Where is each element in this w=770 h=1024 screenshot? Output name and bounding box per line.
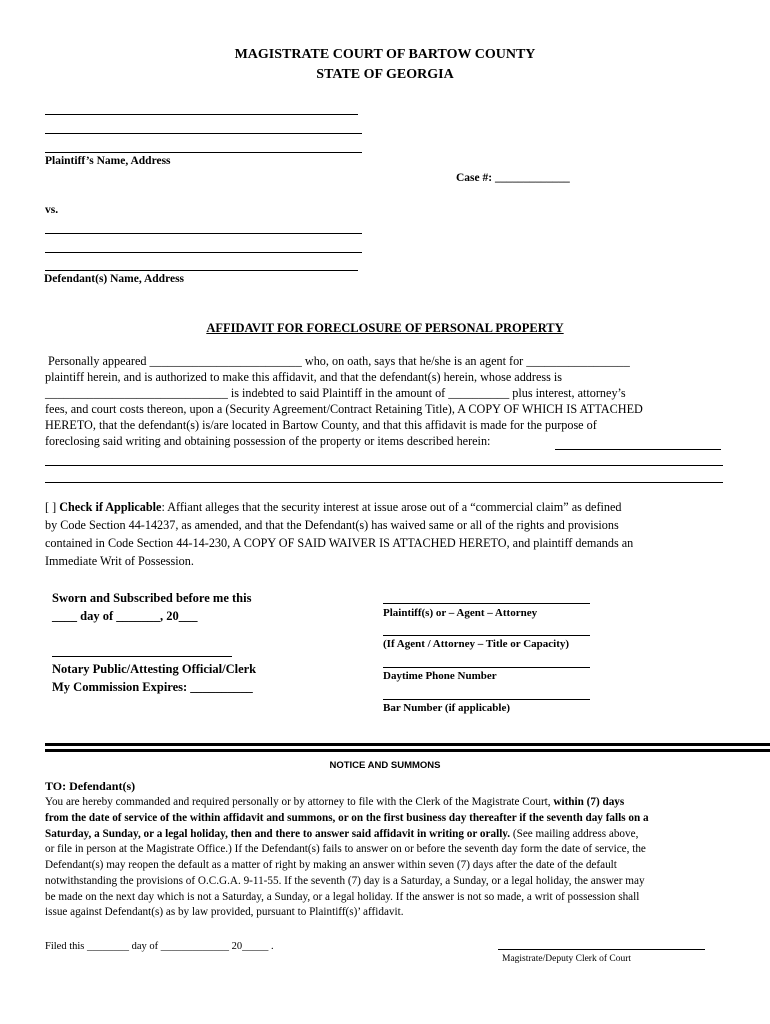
case-number-field[interactable]: Case #: _____________ [456,172,570,184]
state-name: STATE OF GEORGIA [316,67,454,82]
notice-line-5: Defendant(s) may reopen the default as a matter of right by making an answer within seven (7) days after the date of the default [45,859,617,871]
notary-label: Notary Public/Attesting Official/Clerk [52,662,257,676]
notice-line-1a: You are hereby commanded and required personally or by attorney to file with the Clerk of the Magistrate Court, [45,796,554,808]
notice-line-1b: within (7) days [553,796,625,808]
sworn-date-line[interactable]: ____ day of _______, 20___ [52,609,198,623]
affidavit-title: AFFIDAVIT FOR FORECLOSURE OF PERSONAL PROPERTY [206,321,564,335]
notary-signature-line[interactable] [52,656,232,657]
filed-date-line[interactable]: Filed this ________ day of _____________ 20_____ . [45,941,274,952]
plaintiff-line-3[interactable] [45,152,362,153]
notice-line-2: from the date of service of the within affidavit and summons, or on the first business day thereafter if the seventh day falls on a [45,812,649,824]
notice-line-7: be made on the next day which is not a Saturday, a Sunday, or a legal holiday. If the answer is not so made, a writ of possession shall [45,891,640,903]
plaintiff-signature-label: Plaintiff(s) or – Agent – Attorney [383,607,538,619]
notice-line-3a: Saturday, a Sunday, or a legal holiday, then and there to answer said affidavit in writing or orally. [45,828,511,840]
property-line-2[interactable] [45,482,723,483]
body-line-1: Personally appeared _________________________ who, on oath, says that he/she is an agent for _________________ [48,354,630,368]
court-name: MAGISTRATE COURT OF BARTOW COUNTY [234,47,536,62]
body-line-3: ______________________________ is indebted to said Plaintiff in the amount of __________ plus interest, attorney’s [45,386,626,400]
defendant-line-2[interactable] [45,252,362,253]
defendant-label: Defendant(s) Name, Address [44,273,185,285]
notice-line-1 [45,796,624,808]
separator-bottom [45,749,770,752]
clerk-label: Magistrate/Deputy Clerk of Court [502,954,632,964]
commercial-checkbox[interactable]: [ ] [45,500,57,514]
property-line-0[interactable] [555,449,721,450]
commercial-line-2: by Code Section 44-14237, as amended, and that the Defendant(s) has waived same or all of the rights and provisions [45,518,619,532]
body-line-6: foreclosing said writing and obtaining possession of the property or items described herein: [45,434,491,448]
agent-title-line[interactable] [383,635,590,636]
agent-title-label: (If Agent / Attorney – Title or Capacity) [383,638,570,650]
phone-label: Daytime Phone Number [383,670,497,682]
bar-number-line[interactable] [383,699,590,700]
notice-to: TO: Defendant(s) [45,779,136,793]
vs-label: vs. [45,204,59,216]
notice-line-8: issue against Defendant(s) as by law provided, pursuant to Plaintiff(s)’ affidavit. [45,906,404,918]
notice-line-3 [45,828,638,840]
plaintiff-signature-line[interactable] [383,603,590,604]
check-if-applicable-label: Check if Applicable [59,500,162,514]
plaintiff-label: Plaintiff’s Name, Address [45,155,171,167]
body-line-2: plaintiff herein, and is authorized to make this affidavit, and that the defendant(s) herein, whose address is [45,370,563,384]
separator-top [45,743,770,746]
commercial-line-4: Immediate Writ of Possession. [45,554,194,568]
phone-line[interactable] [383,667,590,668]
defendant-line-1[interactable] [45,233,362,234]
notice-line-6: notwithstanding the provisions of O.C.G.A. 9-11-55. If the seventh (7) day is a Saturday, a Sunday, or a legal holiday, the answer may [45,875,645,887]
notice-line-3b: (See mailing address above, [510,828,639,840]
plaintiff-line-1[interactable] [45,114,358,115]
clerk-signature-line[interactable] [498,949,705,950]
plaintiff-line-2[interactable] [45,133,362,134]
commercial-line-3: contained in Code Section 44-14-230, A COPY OF SAID WAIVER IS ATTACHED HERETO, and plaintiff demands an [45,536,634,550]
bar-number-label: Bar Number (if applicable) [383,702,511,714]
body-line-4: fees, and court costs thereon, upon a (Security Agreement/Contract Retaining Title), A COPY OF WHICH IS ATTACHED [45,402,643,416]
notice-line-4: or file in person at the Magistrate Office.) If the Defendant(s) fails to answer on or before the seventh day form the date of service, the [45,843,646,855]
defendant-line-3[interactable] [45,270,358,271]
commission-expires[interactable]: My Commission Expires: __________ [52,680,253,694]
notice-heading: NOTICE AND SUMMONS [329,760,441,771]
commercial-line-1 [45,500,622,515]
commercial-text-1: : Affiant alleges that the security interest at issue arose out of a “commercial claim” as defined [161,500,622,514]
sworn-line-1: Sworn and Subscribed before me this [52,591,252,605]
property-line-1[interactable] [45,465,723,466]
body-line-5: HERETO, that the defendant(s) is/are located in Bartow County, and that this affidavit is made for the purpose of [45,418,597,432]
